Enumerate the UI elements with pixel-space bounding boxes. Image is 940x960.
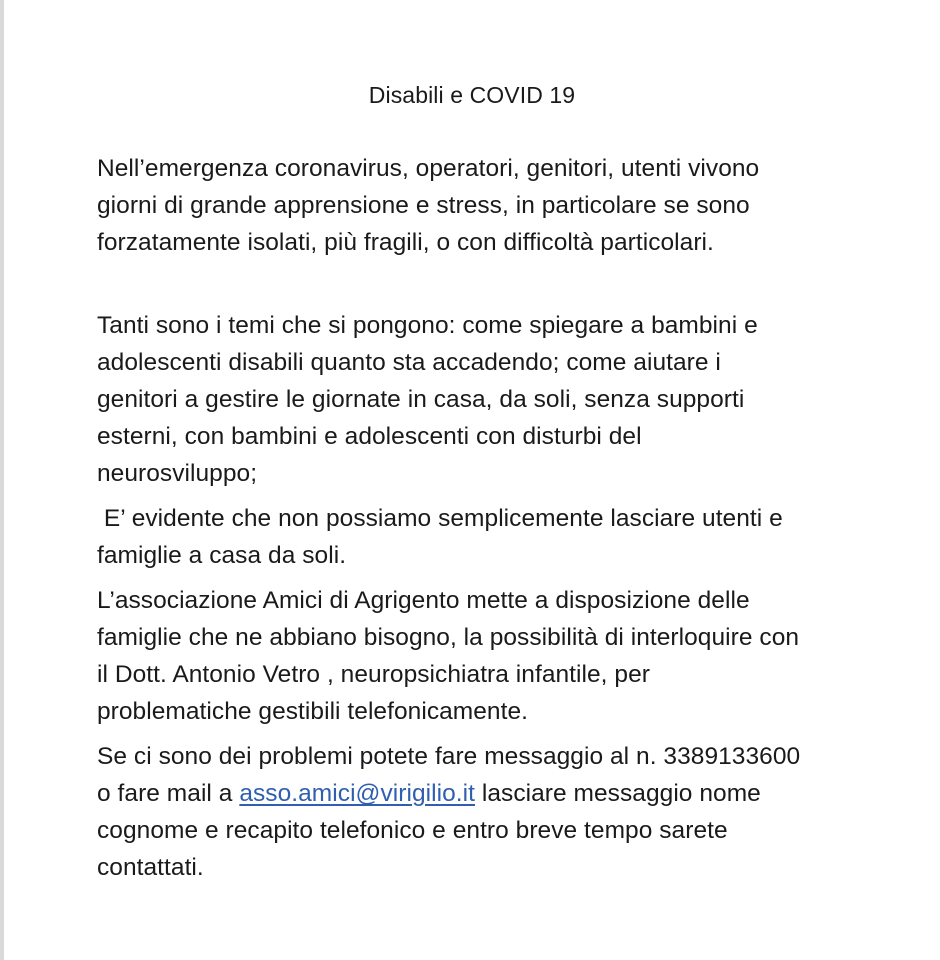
text-line: famiglie a casa da soli.: [97, 542, 347, 569]
text-fragment: lasciare messaggio nome: [475, 780, 761, 807]
text-line: Tanti sono i temi che si pongono: come spiegare a bambini e: [97, 312, 758, 339]
paragraph-emergency: [97, 150, 897, 261]
text-line: E’ evidente che non possiamo semplicemente lasciare utenti e: [97, 505, 783, 532]
text-line: cognome e recapito telefonico e entro breve tempo sarete: [97, 817, 728, 844]
paragraph-contact: [97, 738, 897, 886]
text-line: problematiche gestibili telefonicamente.: [97, 698, 528, 725]
document-title: Disabili e COVID 19: [368, 82, 576, 108]
paragraph-themes: [97, 307, 897, 492]
document-page: [4, 0, 940, 960]
text-line: neurosviluppo;: [97, 460, 258, 487]
text-line: adolescenti disabili quanto sta accadendo; come aiutare i: [97, 349, 721, 376]
text-line: L’associazione Amici di Agrigento mette a disposizione delle: [97, 587, 750, 614]
text-line: Nell’emergenza coronavirus, operatori, genitori, utenti vivono: [97, 155, 760, 182]
text-line: il Dott. Antonio Vetro , neuropsichiatra infantile, per: [97, 661, 650, 688]
text-line: forzatamente isolati, più fragili, o con difficoltà particolari.: [97, 229, 714, 256]
text-line: giorni di grande apprensione e stress, in particolare se sono: [97, 192, 750, 219]
document-body: [97, 150, 897, 886]
text-line: famiglie che ne abbiano bisogno, la possibilità di interloquire con: [97, 624, 800, 651]
text-fragment: o fare mail a: [97, 780, 240, 807]
text-line: contattati.: [97, 854, 204, 881]
text-line: genitori a gestire le giornate in casa, da soli, senza supporti: [97, 386, 745, 413]
paragraph-evident: [97, 500, 897, 574]
email-link[interactable]: asso.amici@virigilio.it: [239, 780, 476, 807]
contact-phone-line: Se ci sono dei problemi potete fare messaggio al n. 3389133600: [97, 743, 801, 770]
paragraph-association: [97, 582, 897, 730]
text-line: esterni, con bambini e adolescenti con disturbi del: [97, 423, 642, 450]
